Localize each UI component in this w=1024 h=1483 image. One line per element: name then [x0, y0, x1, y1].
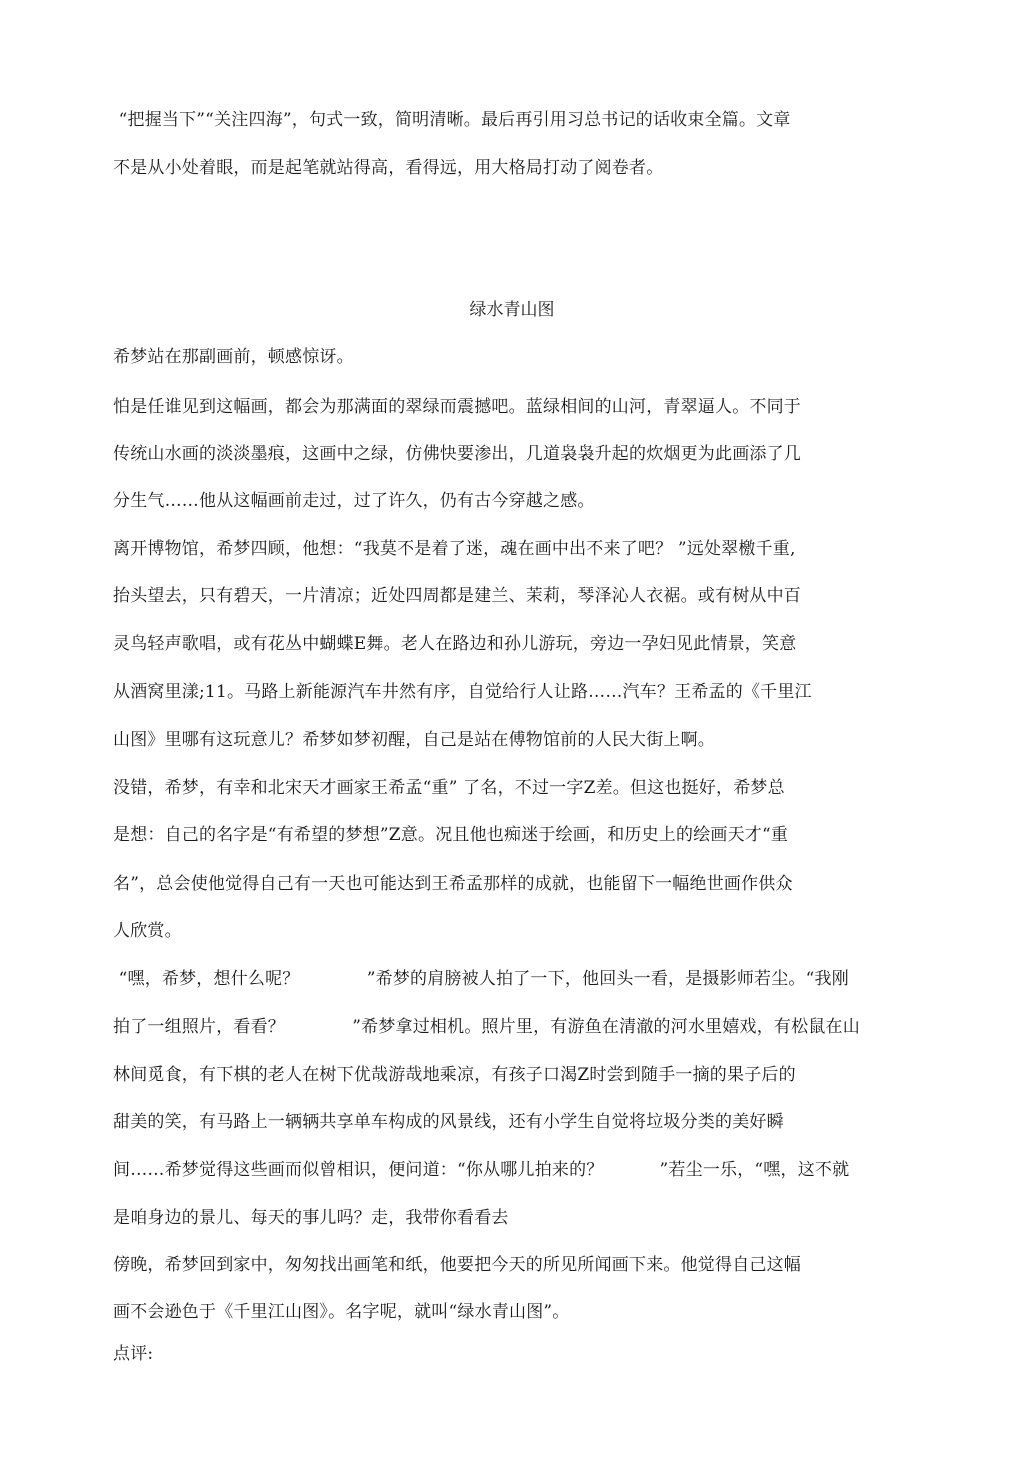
paragraph-line: 名”，总会使他觉得自己有一天也可能达到王希孟那样的成就，也能留下一幅绝世画作供众: [113, 874, 793, 894]
paragraph-line: 抬头望去，只有碧天，一片清凉；近处四周都是建兰、茉莉，琴泽沁人衣裾。或有树从中百: [113, 586, 801, 606]
intro-line: “把握当下”“关注四海”，句式一致，简明清晰。最后再引用习总书记的话收束全篇。文章: [113, 110, 791, 130]
paragraph-line: 离开博物馆，希梦四顾，他想：“我莫不是着了迷，魂在画中出不来了吧？ ”远处翠檄千重,: [113, 539, 796, 559]
essay-title: 绿水青山图: [469, 300, 555, 320]
paragraph-line: 傍晚，希梦回到家中，匆匆找出画笔和纸，他要把今天的所见所闻画下来。他觉得自己这幅: [113, 1255, 801, 1275]
paragraph-line: 山图》里哪有这玩意儿？希梦如梦初醒，自己是站在傅物馆前的人民大街上啊。: [113, 730, 715, 750]
paragraph-line: 传统山水画的淡淡墨痕，这画中之绿，仿佛快要渗出，几道袅袅升起的炊烟更为此画添了几: [113, 444, 801, 464]
paragraph-line: 没错，希梦，有幸和北宋天才画家王希孟“重” 了名，不过一字Z差。但这也挺好，希梦总: [113, 778, 785, 798]
paragraph-line: 希梦站在那副画前，顿感惊讶。: [113, 347, 354, 367]
intro-line: 不是从小处着眼，而是起笔就站得高，看得远，用大格局打动了阅卷者。: [113, 158, 664, 178]
paragraph-line: 分生气……他从这幅画前走过，过了许久，仍有古今穿越之感。: [113, 491, 595, 511]
paragraph-line: 拍了一组照片，看看？ ”希梦拿过相机。照片里，有游鱼在清澈的河水里嬉戏，有松鼠在山: [113, 1017, 860, 1037]
paragraph-line: 是咱身边的景儿、每天的事儿吗？走，我带你看看去: [113, 1208, 509, 1228]
paragraph-line: 画不会逊色于《千里江山图》。名字呢，就叫“绿水青山图”。: [113, 1302, 570, 1322]
paragraph-line: 甜美的笑，有马路上一辆辆共享单车构成的风景线，还有小学生自觉将垃圾分类的美好瞬: [113, 1112, 784, 1132]
comment-label: 点评:: [113, 1344, 154, 1364]
paragraph-line: 灵鸟轻声歌唱，或有花丛中蝴蝶E舞。老人在路边和孙儿游玩，旁边一孕妇见此情景，笑意: [113, 634, 797, 654]
paragraph-line: 是想：自己的名字是“有希望的梦想”Z意。况且他也痴迷于绘画，和历史上的绘画天才“重: [113, 825, 789, 845]
paragraph-line: “嘿，希梦，想什么呢？ ”希梦的肩膀被人拍了一下，他回头一看，是摄影师若尘。“我刚: [113, 969, 849, 989]
paragraph-line: 从酒窝里漾;11。马路上新能源汽车井然有序，自觉给行人让路……汽车？王希孟的《千里江: [113, 682, 812, 702]
paragraph-line: 人欣赏。: [113, 921, 182, 941]
paragraph-line: 间……希梦觉得这些画而似曾相识，便问道：“你从哪儿拍来的？ ”若尘一乐，“嘿，这不就: [113, 1160, 850, 1180]
paragraph-line: 林间觅食，有下棋的老人在树下优哉游哉地乘凉，有孩子口渴Z时尝到随手一摘的果子后的: [113, 1065, 796, 1085]
paragraph-line: 怕是任谁见到这幅画，都会为那满面的翠绿而震撼吧。蓝绿相间的山河，青翠逼人。不同于: [113, 397, 801, 417]
